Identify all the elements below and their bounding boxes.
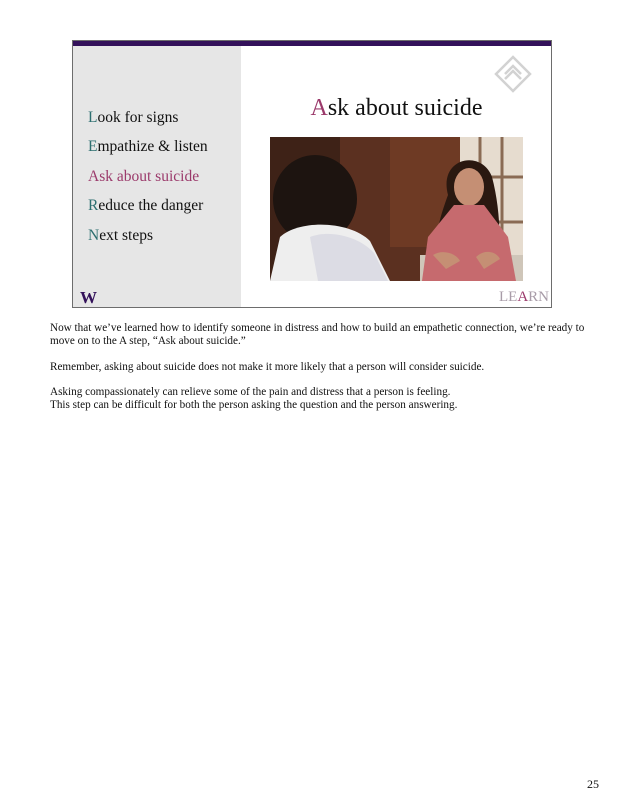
diamond-logo-icon [494, 55, 532, 93]
step-next-steps: Next steps [88, 226, 154, 244]
notes-paragraph [50, 386, 590, 412]
notes-paragraph: Remember, asking about suicide does not make it more likely that a person will consider suicide. [50, 360, 485, 373]
page-number: 25 [587, 777, 599, 791]
speaker-notes [50, 322, 590, 425]
step-reduce-the-danger: Reduce the danger [88, 197, 204, 215]
notes-line: Asking compassionately can relieve some of the pain and distress that a person is feeling. [50, 386, 451, 398]
slide-title: Ask about suicide [310, 95, 483, 121]
learn-steps-list [88, 108, 208, 255]
conversation-photo [270, 137, 523, 281]
slide [72, 40, 552, 308]
step-ask-about-suicide: Ask about suicide [88, 167, 200, 185]
notes-line: This step can be difficult for both the person asking the question and the person answering. [50, 399, 458, 411]
uw-w-logo: W [80, 288, 96, 307]
step-empathize-listen: Empathize & listen [88, 138, 208, 156]
notes-paragraph: Now that we’ve learned how to identify someone in distress and how to build an empathetic connection, we’re ready to move on to the A step, “Ask about suicide.” [50, 322, 585, 347]
step-look-for-signs: Look for signs [88, 109, 179, 126]
learn-logo: LEARN [498, 289, 549, 305]
